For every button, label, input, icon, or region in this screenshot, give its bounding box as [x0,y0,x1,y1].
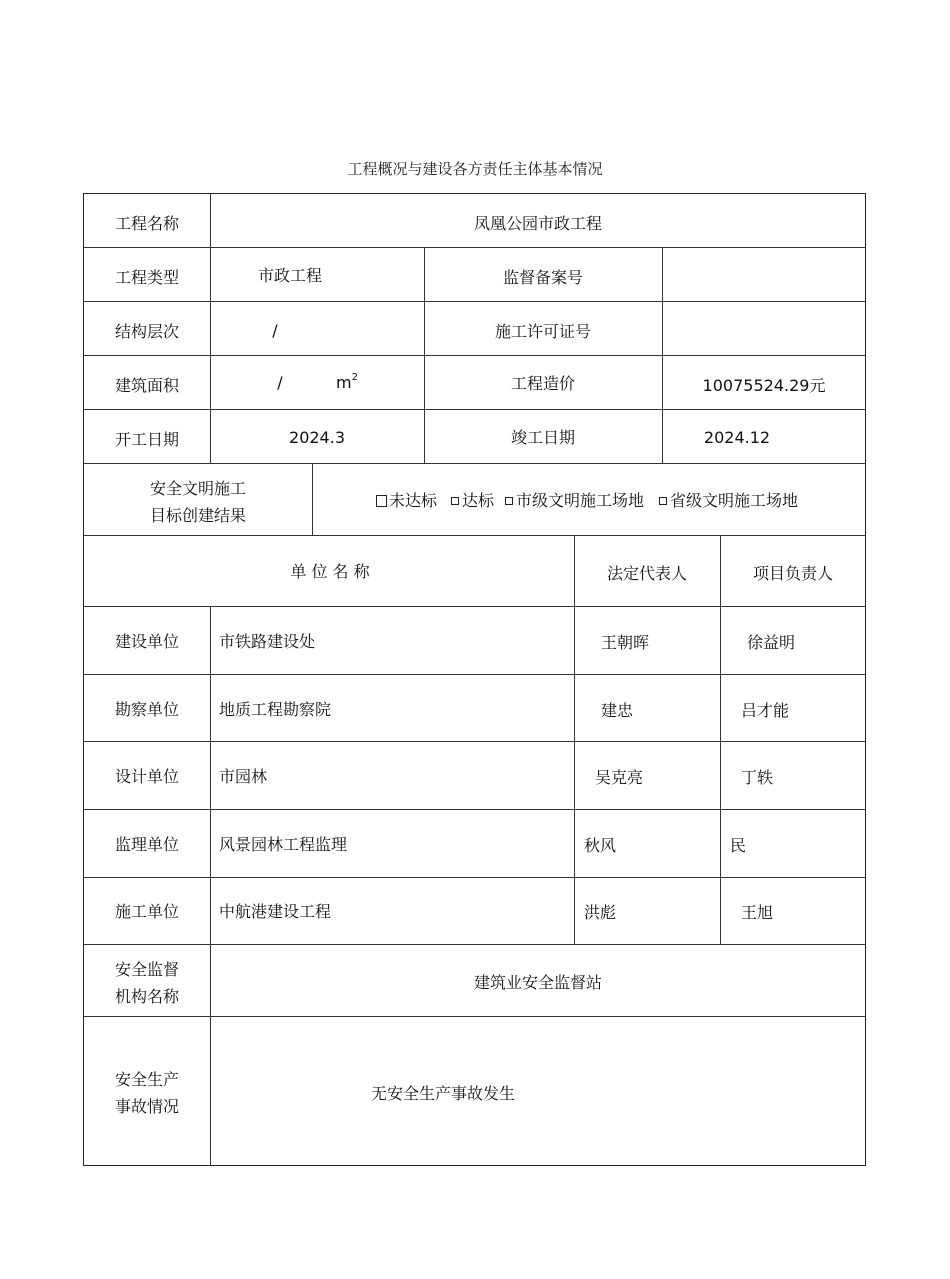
unit-name: 市园林 [219,767,268,786]
safety-target-label-line2: 目标创建结果 [149,506,247,525]
row-divider [84,535,865,536]
row-divider [84,301,865,302]
unit-project-lead: 丁轶 [740,768,774,787]
row-divider [84,355,865,356]
unit-name-header: 单 位 名 称 [290,562,370,581]
project-type-value: 市政工程 [257,266,323,285]
column-divider [210,606,211,1166]
unit-name: 地质工程勘察院 [219,700,332,719]
row-divider [84,1016,865,1017]
column-divider [720,535,721,944]
permit-number-label: 施工许可证号 [494,322,592,341]
project-cost-value: 10075524.29元 [702,376,826,395]
unit-role: 设计单位 [114,767,180,786]
column-divider [312,463,313,535]
row-divider [84,409,865,410]
column-divider [424,247,425,463]
unit-project-lead: 徐益明 [746,633,796,652]
info-table [83,193,866,1166]
legal-rep-header: 法定代表人 [606,564,688,583]
checkbox-icon [505,497,513,505]
checkbox-icon [659,497,667,505]
unit-role: 监理单位 [114,835,180,854]
supervision-agency-value: 建筑业安全监督站 [473,973,603,992]
project-type-label: 工程类型 [114,268,180,287]
project-cost-label: 工程造价 [510,374,576,393]
unit-name: 风景园林工程监理 [219,835,348,854]
row-divider [84,463,865,464]
accident-value: 无安全生产事故发生 [370,1084,516,1103]
row-divider [84,674,865,675]
project-lead-header: 项目负责人 [752,564,834,583]
option-not-met[interactable]: 未达标 [376,493,437,509]
row-divider [84,809,865,810]
row-divider [84,877,865,878]
unit-role: 勘察单位 [114,700,180,719]
unit-project-lead: 民 [730,836,747,855]
finish-date-label: 竣工日期 [510,428,576,447]
option-met[interactable]: 达标 [451,493,494,509]
unit-role: 施工单位 [114,902,180,921]
row-divider [84,741,865,742]
project-name-label: 工程名称 [114,214,180,233]
finish-date-value: 2024.12 [703,428,771,447]
checkbox-icon [376,495,387,507]
structure-value: / [272,321,278,340]
unit-name: 市铁路建设处 [219,632,316,651]
building-area-label: 建筑面积 [114,376,180,395]
option-province-civilized-site[interactable]: 省级文明施工场地 [659,493,798,509]
unit-project-lead: 吕才能 [740,701,790,720]
unit-name: 中航港建设工程 [219,902,332,921]
project-name-value: 凤凰公园市政工程 [473,214,603,233]
supervision-label-line1: 安全监督 [114,960,180,979]
unit-project-lead: 王旭 [740,903,774,922]
column-divider [662,247,663,463]
record-number-label: 监督备案号 [502,268,584,287]
unit-legal-rep: 吴克亮 [594,768,644,787]
checkbox-icon [451,497,459,505]
column-divider [574,535,575,944]
accident-label-line1: 安全生产 [114,1070,180,1089]
supervision-label-line2: 机构名称 [114,987,180,1006]
accident-label-line2: 事故情况 [114,1097,180,1116]
row-divider [84,944,865,945]
structure-label: 结构层次 [114,322,180,341]
safety-target-label-line1: 安全文明施工 [149,479,247,498]
start-date-label: 开工日期 [114,430,180,449]
document-title: 工程概况与建设各方责任主体基本情况 [347,160,603,178]
unit-legal-rep: 建忠 [600,701,634,720]
start-date-value: 2024.3 [289,428,345,447]
unit-role: 建设单位 [114,632,180,651]
row-divider [84,606,865,607]
row-divider [84,247,865,248]
area-unit: $m^2$ [336,372,358,392]
unit-legal-rep: 秋风 [584,836,617,855]
column-divider [210,194,211,463]
building-area-value: / [277,373,283,392]
unit-legal-rep: 洪彪 [584,903,617,922]
unit-legal-rep: 王朝晖 [600,633,650,652]
option-city-civilized-site[interactable]: 市级文明施工场地 [505,493,644,509]
